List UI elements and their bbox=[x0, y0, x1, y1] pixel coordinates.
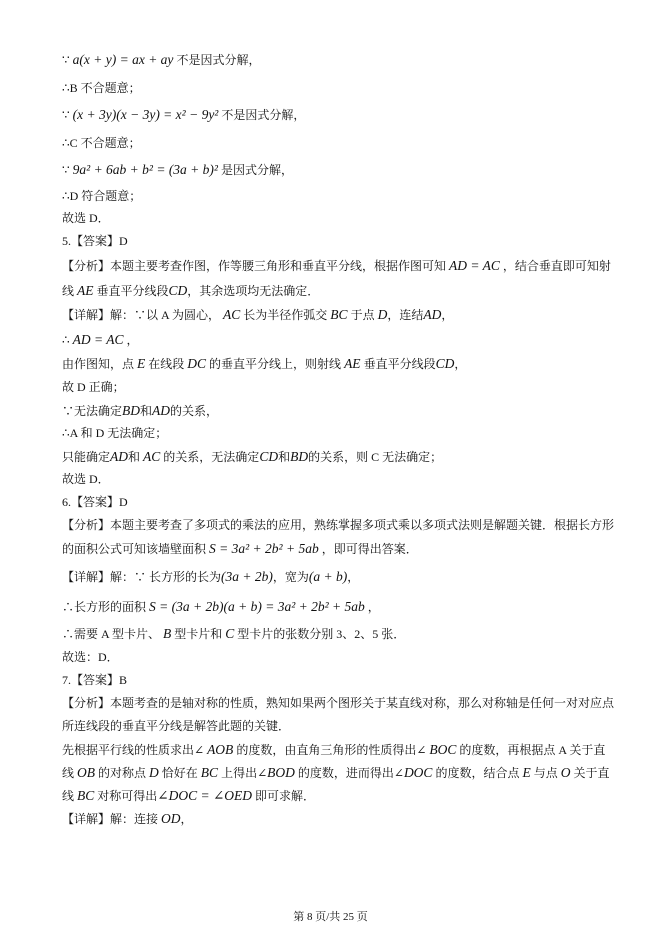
math-expression: BOD bbox=[267, 765, 295, 780]
line-text: 上得出∠ bbox=[218, 766, 268, 780]
line-text: 的垂直平分线上，则射线 bbox=[206, 357, 345, 371]
line-text: ，连结 bbox=[387, 308, 424, 322]
line-text: 的度数，结合点 bbox=[432, 766, 523, 780]
text-line bbox=[62, 135, 141, 152]
line-text: 【分析】本题主要考查了多项式的乘法的应用，熟练掌握多项式乘以多项式法则是解题关键．根据长方形 bbox=[62, 518, 615, 532]
line-text: ∴B 不合题意； bbox=[62, 81, 141, 95]
line-text: 和 bbox=[278, 450, 291, 464]
line-text: 即可求解． bbox=[252, 789, 316, 803]
line-text: 于点 bbox=[347, 308, 378, 322]
math-expression: B bbox=[163, 626, 172, 641]
line-text: ∵ bbox=[62, 163, 73, 177]
page-footer: 第 8 页/共 25 页 bbox=[293, 911, 368, 923]
line-text: ∴D 符合题意； bbox=[62, 189, 142, 203]
line-text: 由作图知，点 bbox=[62, 357, 138, 371]
line-text: ， bbox=[123, 333, 139, 347]
text-line bbox=[62, 306, 453, 324]
math-expression: AD = AC bbox=[449, 258, 500, 273]
text-line bbox=[62, 233, 128, 250]
line-text: 不是因式分解， bbox=[173, 53, 261, 67]
line-text: 【详解】解：∵ 长方形的长为 bbox=[62, 570, 222, 584]
line-text: 6.【答案】D bbox=[62, 495, 128, 509]
math-expression: AD bbox=[423, 307, 442, 322]
math-expression: (3a + 2b) bbox=[221, 569, 273, 584]
math-expression: O bbox=[560, 765, 571, 780]
text-line bbox=[62, 471, 110, 488]
math-expression: BD bbox=[122, 403, 141, 418]
math-expression: BC bbox=[330, 307, 348, 322]
line-text: 的面积公式可知该墙壁面积 bbox=[62, 542, 210, 556]
math-expression: CD bbox=[435, 356, 455, 371]
line-text: ∴ bbox=[62, 333, 73, 347]
text-line bbox=[62, 787, 315, 805]
text-line bbox=[62, 517, 614, 534]
text-line bbox=[62, 695, 614, 712]
line-text: ，其余选项均无法确定． bbox=[187, 284, 320, 298]
line-text: 故选：D． bbox=[62, 650, 119, 664]
line-text: 先根据平行线的性质求出∠ bbox=[62, 743, 208, 757]
line-text: 和 bbox=[140, 404, 153, 418]
text-line bbox=[62, 379, 125, 396]
math-expression: BC bbox=[200, 765, 219, 780]
line-text: ∴C 不合题意； bbox=[62, 136, 141, 150]
line-text: ∴A 和 D 无法确定； bbox=[62, 426, 168, 440]
line-text: ∴长方形的面积 bbox=[62, 600, 150, 614]
line-text: 线 bbox=[62, 766, 78, 780]
line-text: 的度数，进而得出∠ bbox=[294, 766, 404, 780]
math-expression: AOB bbox=[207, 742, 234, 757]
math-expression: D bbox=[149, 765, 159, 780]
line-text: ，宽为 bbox=[272, 570, 309, 584]
line-text: 与点 bbox=[530, 766, 561, 780]
line-text: 关于直 bbox=[570, 766, 610, 780]
line-text: 的对称点 bbox=[95, 766, 150, 780]
math-expression: E bbox=[522, 765, 531, 780]
text-line bbox=[62, 402, 218, 420]
line-text: 垂直平分线段 bbox=[93, 284, 169, 298]
math-expression: BOC bbox=[429, 742, 457, 757]
line-text: ， bbox=[441, 308, 454, 322]
math-expression: 9a² + 6ab + b² = (3a + b)² bbox=[72, 162, 218, 177]
math-expression: OD bbox=[161, 811, 181, 826]
math-expression: AE bbox=[77, 283, 94, 298]
line-text: 7.【答案】B bbox=[62, 673, 128, 687]
line-text: 的度数，由直角三角形的性质得出∠ bbox=[233, 743, 430, 757]
text-line bbox=[62, 425, 167, 442]
text-line bbox=[62, 210, 110, 227]
math-expression: BD bbox=[290, 449, 309, 464]
line-text: 和 bbox=[128, 450, 144, 464]
text-line bbox=[62, 625, 405, 643]
math-expression: CD bbox=[259, 449, 279, 464]
text-line bbox=[62, 106, 305, 124]
math-expression: AC bbox=[223, 307, 241, 322]
line-text: 故选 D． bbox=[62, 211, 110, 225]
line-text: 长为半径作弧交 bbox=[240, 308, 331, 322]
line-text: 型卡片的张数分别 3、2、5 张． bbox=[234, 627, 406, 641]
text-line bbox=[62, 764, 610, 782]
math-expression: C bbox=[225, 626, 235, 641]
line-text: 故 D 正确； bbox=[62, 380, 125, 394]
text-line bbox=[62, 282, 319, 300]
math-expression: (x + 3y)(x − 3y) = x² − 9y² bbox=[72, 107, 219, 122]
text-line bbox=[62, 448, 442, 466]
line-text: 5.【答案】D bbox=[62, 234, 128, 248]
line-text: ∴需要 A 型卡片、 bbox=[62, 627, 164, 641]
line-text: 是因式分解， bbox=[217, 163, 293, 177]
line-text: 型卡片和 bbox=[171, 627, 226, 641]
line-text: 所连线段的垂直平分线是解答此题的关键． bbox=[62, 719, 291, 733]
line-text: 对称可得出 bbox=[94, 789, 158, 803]
text-line bbox=[62, 598, 380, 616]
text-line bbox=[62, 741, 605, 759]
line-text: 垂直平分线段 bbox=[360, 357, 436, 371]
line-text: 的关系， bbox=[170, 404, 219, 418]
line-text: 【详解】解：∵以 A 为圆心， bbox=[62, 308, 224, 322]
math-expression: S = 3a² + 2b² + 5ab bbox=[209, 541, 319, 556]
math-expression: AE bbox=[344, 356, 361, 371]
text-line bbox=[62, 188, 141, 205]
line-text: 在线段 bbox=[145, 357, 188, 371]
math-expression: AD bbox=[110, 449, 129, 464]
text-line bbox=[62, 331, 139, 349]
math-expression: S = (3a + 2b)(a + b) = 3a² + 2b² + 5ab bbox=[149, 599, 365, 614]
line-text: 只能确定 bbox=[62, 450, 111, 464]
math-expression: ∠DOC = ∠OED bbox=[157, 788, 253, 803]
math-expression: E bbox=[137, 356, 146, 371]
line-text: 的关系，则 C 无法确定； bbox=[308, 450, 443, 464]
line-text: 【分析】本题主要考查作图，作等腰三角形和垂直平分线，根据作图可知 bbox=[62, 259, 450, 273]
line-text: ， bbox=[364, 600, 380, 614]
text-line bbox=[62, 494, 128, 511]
math-expression: D bbox=[377, 307, 388, 322]
line-text: ， bbox=[180, 812, 193, 826]
line-text: ， bbox=[347, 570, 360, 584]
text-line bbox=[62, 540, 418, 558]
line-text: ， bbox=[454, 357, 467, 371]
line-text: ，结合垂直即可知射 bbox=[499, 259, 611, 273]
text-line bbox=[62, 649, 119, 666]
line-text: 【详解】解：连接 bbox=[62, 812, 162, 826]
line-text: 恰好在 bbox=[158, 766, 201, 780]
text-line bbox=[62, 672, 127, 689]
line-text: ，即可得出答案． bbox=[318, 542, 418, 556]
line-text: 的关系，无法确定 bbox=[160, 450, 260, 464]
math-expression: a(x + y) = ax + ay bbox=[72, 52, 174, 67]
math-expression: DC bbox=[187, 356, 207, 371]
line-text: ∵ bbox=[62, 53, 73, 67]
math-expression: (a + b) bbox=[308, 569, 348, 584]
text-line bbox=[62, 718, 290, 735]
line-text: 不是因式分解， bbox=[218, 108, 306, 122]
line-text: 【分析】本题考查的是轴对称的性质，熟知如果两个图形关于某直线对称，那么对称轴是任何一对对应点 bbox=[62, 696, 615, 710]
math-expression: AD bbox=[152, 403, 171, 418]
text-line bbox=[62, 257, 611, 275]
text-line bbox=[62, 80, 141, 97]
math-expression: OB bbox=[77, 765, 96, 780]
line-text: 线 bbox=[62, 284, 78, 298]
text-line bbox=[62, 810, 193, 828]
math-expression: AD = AC bbox=[72, 332, 124, 347]
line-text: 的度数，再根据点 A 关于直 bbox=[456, 743, 606, 757]
text-line bbox=[62, 51, 260, 69]
text-line bbox=[62, 355, 466, 373]
math-expression: CD bbox=[168, 283, 188, 298]
text-line bbox=[62, 568, 359, 586]
math-expression: AC bbox=[143, 449, 161, 464]
text-line bbox=[62, 161, 293, 179]
math-expression: DOC bbox=[403, 765, 433, 780]
line-text: 故选 D． bbox=[62, 472, 110, 486]
line-text: 线 bbox=[62, 789, 78, 803]
math-expression: BC bbox=[77, 788, 95, 803]
line-text: ∵无法确定 bbox=[62, 404, 123, 418]
line-text: ∵ bbox=[62, 108, 73, 122]
